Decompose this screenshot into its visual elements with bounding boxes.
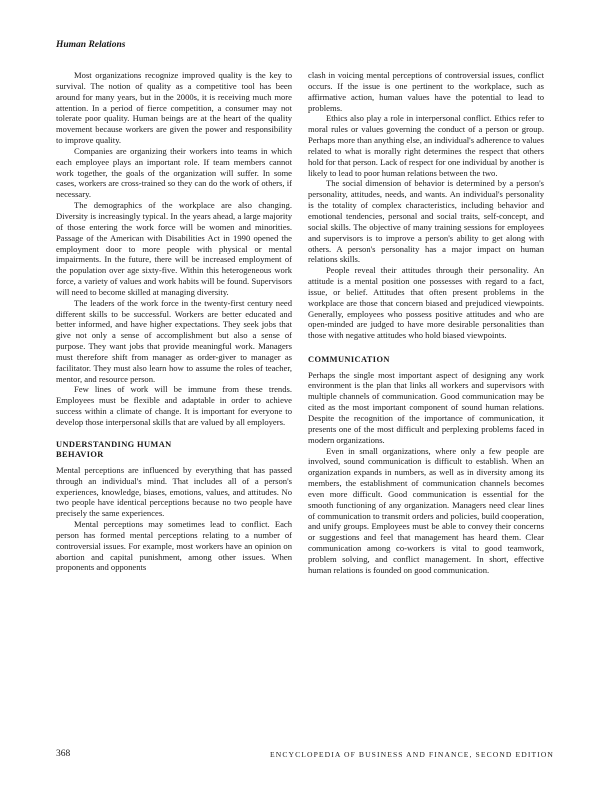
section-heading-communication: COMMUNICATION	[308, 355, 390, 365]
body-paragraph: People reveal their attitudes through their personality. An attitude is a mental position one possesses with regard to a fact, issue, or belief. Attitudes that often present problems in the workplace are those that concern biased and prejudiced viewpoints. Generally, employees who possess positive attitudes and who are open-minded are judged to have more desirable personalities than those with negative attitudes who hold biased viewpoints.	[308, 265, 544, 341]
running-head: Human Relations	[56, 40, 126, 50]
body-paragraph: Even in small organizations, where only a few people are involved, sound communication is difficult to establish. When an organization expands in numbers, as well as in diversity among its members, the establishment of communication channels becomes even more difficult. Good communication is essential for the smooth functioning of any organization. Managers need clear lines of communication to transmit orders and policies, build cooperation, and unify groups. Employees must be able to convey their concerns or suggestions and feel that management has heard them. Clear communication among co-workers is vital to good teamwork, problem solving, and conflict management. In short, effective human relations is founded on good communication.	[308, 445, 544, 575]
body-paragraph: The leaders of the work force in the twenty-first century need different skills to be successful. Workers are better educated and better informed, and have higher expectations. They seek jobs that give not only a sense of accomplishment but also a sense of purpose. They want jobs that provide meaningful work. Managers must therefore shift from manager as order-giver to manager as facilitator. They must also learn how to assume the roles of teacher, mentor, and resource person.	[56, 297, 292, 384]
section-heading-understanding-human-behavior	[56, 440, 292, 461]
body-paragraph: Mental perceptions may sometimes lead to conflict. Each person has formed mental perceptions relating to a number of controversial issues. For example, most workers have an opinion on abortion and capital punishment, among other issues. When proponents and opponents	[56, 519, 292, 573]
body-paragraph: Few lines of work will be immune from these trends. Employees must be flexible and adaptable in order to achieve success within a climate of change. It is important for everyone to develop those interpersonal skills that are valued by all employers.	[56, 384, 292, 427]
body-paragraph: The demographics of the workplace are also changing. Diversity is increasingly typical. In the years ahead, a large majority of those entering the work force will be women and minorities. Passage of the American with Disabilities Act in 1990 opened the employment door to more people with physical or mental impairments. In the future, there will be increased employment of the population over age sixty-five. Within this heterogeneous work force, a variety of values and work habits will be found. Supervisors will need to become skilled at managing diversity.	[56, 200, 292, 297]
body-paragraph: Companies are organizing their workers into teams in which each employee plays an important role. If team members cannot work together, the goals of the organization will suffer. In some cases, workers are cross-trained so they can do the work of others, if necessary.	[56, 145, 292, 200]
body-paragraph: Most organizations recognize improved quality is the key to survival. The notion of quality as a competitive tool has been around for many years, but in the 2000s, it is receiving much more attention. In a period of fierce competition, a consumer may not tolerate poor quality. Human beings are at the heart of the quality movement because workers are given the power and responsibility to improve quality.	[56, 70, 292, 146]
body-paragraph: Mental perceptions are influenced by everything that has passed through an individual's mind. That includes all of a person's experiences, knowledge, biases, emotions, values, and attitudes. No two people have identical perceptions because no two people have precisely the same experiences.	[56, 464, 292, 519]
heading-line: BEHAVIOR	[56, 450, 104, 460]
body-paragraph: Perhaps the single most important aspect of designing any work environment is the plan that links all workers and supervisors with multiple channels of communication. Good communication may be cited as the most important component of sound human relations. Despite the recognition of the importance of communication, it presents one of the most difficult and perplexing problems faced in modern organizations.	[308, 369, 544, 445]
body-paragraph: Ethics also play a role in interpersonal conflict. Ethics refer to moral rules or values governing the conduct of a person or group. Perhaps more than anything else, an individual's adherence to values related to what is morally right determines the respect that others hold for that person. Lack of respect for one individual by another is likely to lead to poor human relations between the two.	[308, 113, 544, 178]
page-number: 368	[56, 749, 71, 759]
body-paragraph: clash in voicing mental perceptions of controversial issues, conflict occurs. If the issue is one pertinent to the workplace, such as affirmative action, human values have the potential to lead to problems.	[308, 70, 544, 113]
publication-title: ENCYCLOPEDIA OF BUSINESS AND FINANCE, SECOND EDITION	[270, 750, 554, 759]
heading-line: UNDERSTANDING HUMAN	[56, 439, 172, 449]
body-paragraph: The social dimension of behavior is determined by a person's personality, attitudes, needs, and wants. An individual's personality is the totality of complex characteristics, including behavior and emotional tendencies, personal and social traits, self-concept, and social skills. The objective of many training sessions for employees and supervisors is to improve a person's ability to get along with others. A person's personality has a major impact on human relations skills.	[308, 178, 544, 265]
right-column	[308, 70, 544, 576]
left-column	[56, 70, 292, 573]
